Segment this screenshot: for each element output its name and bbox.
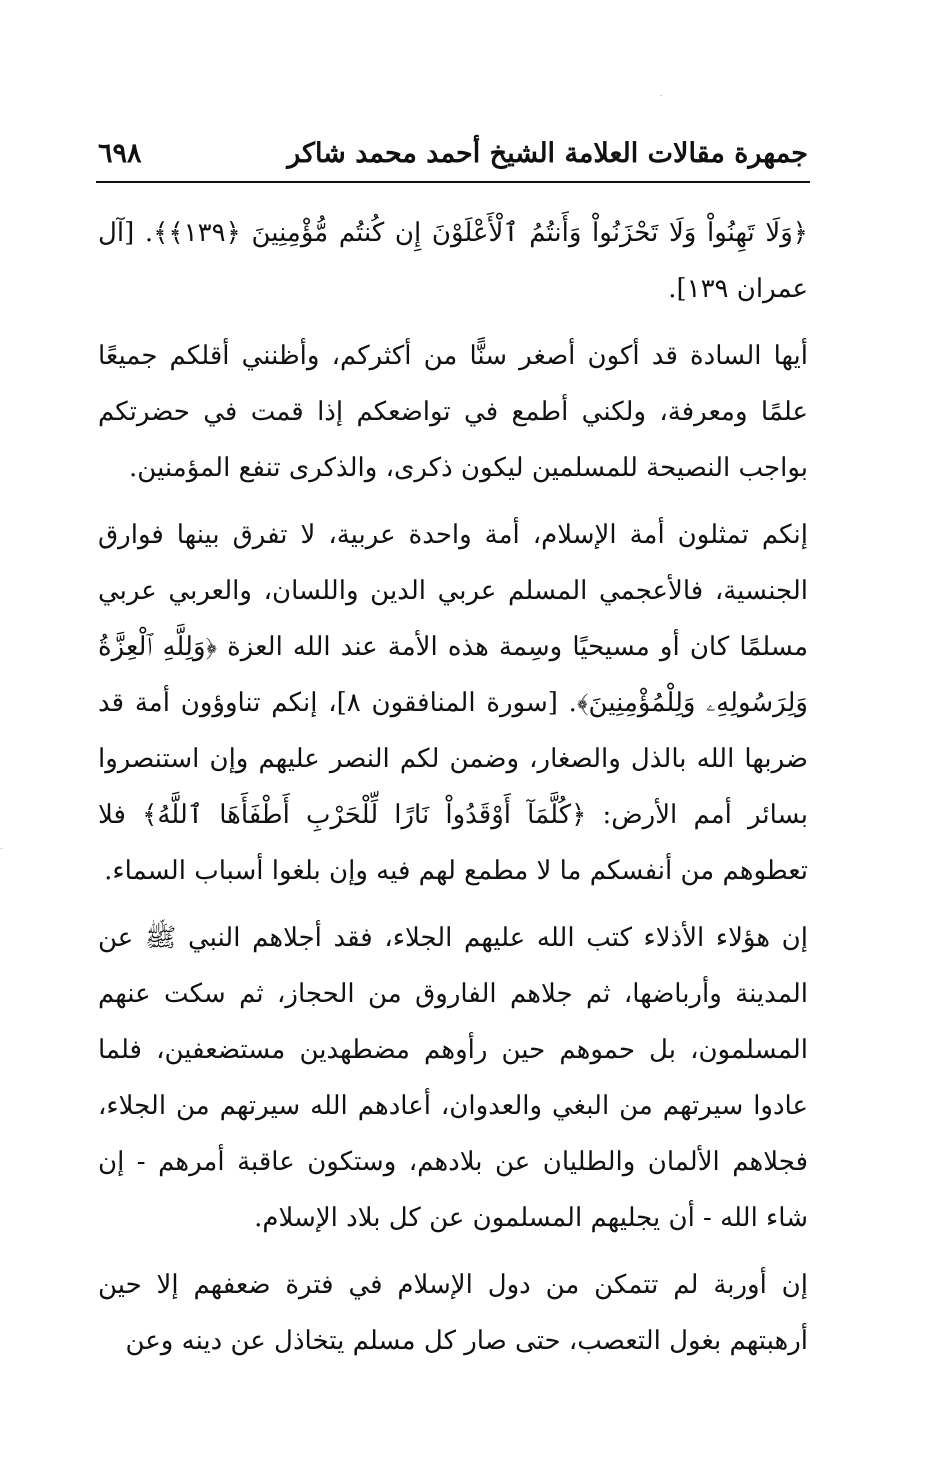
page-number: ٦٩٨ <box>98 138 142 169</box>
paragraph: إن هؤلاء الأذلاء كتب الله عليهم الجلاء، فقد أجلاهم النبي ﷺ عن المدينة وأرباضها، ثم جلاهم الفاروق من الحجاز، ثم سكت عنهم المسلمون، بل حموهم حين رأوهم مضطهدين مستضعفين، فلما عادوا سيرتهم من البغي والعدوان، أعادهم الله سيرتهم من الجلاء، فجلاهم الألمان والطليان عن بلادهم، وستكون عاقبة أمرهم - إن شاء الله - أن يجليهم المسلمون عن كل بلاد الإسلام. <box>98 923 808 1233</box>
header-rule <box>96 181 810 183</box>
scan-speck <box>0 848 3 849</box>
running-header <box>98 138 808 178</box>
scan-speck <box>660 95 662 96</box>
paragraph: إنكم تمثلون أمة الإسلام، أمة واحدة عربية، لا تفرق بينها فوارق الجنسية، فالأعجمي المسلم عربي الدين واللسان، والعربي عربي مسلمًا كان أو مسيحيًا وسِمة هذه الأمة عند الله العزة ﴿وَلِلَّهِ ٱلْعِزَّةُ وَلِرَسُولِهِۦ وَلِلْمُؤْمِنِينَ﴾. [سورة المنافقون ٨]، إنكم تناوؤون أمة قد ضربها الله بالذل والصغار، وضمن لكم النصر عليهم وإن استنصروا بسائر أمم الأرض: ﴿كُلَّمَآ أَوْقَدُواْ نَارًا لِّلْحَرْبِ أَطْفَأَهَا ٱللَّهُ﴾ فلا تعطوهم من أنفسكم ما لا مطمع لهم فيه وإن بلغوا أسباب السماء. <box>98 520 808 886</box>
paragraph: إن أوربة لم تتمكن من دول الإسلام في فترة ضعفهم إلا حين أرهبتهم بغول التعصب، حتى صار كل مسلم يتخاذل عن دينه وعن <box>98 1270 808 1356</box>
paragraph: أيها السادة قد أكون أصغر سنًّا من أكثركم، وأظنني أقلكم جميعًا علمًا ومعرفة، ولكني أطمع في تواضعكم إذا قمت في حضرتكم بواجب النصيحة للمسلمين ليكون ذكرى، والذكرى تنفع المؤمنين. <box>98 341 808 483</box>
page-body <box>98 205 808 1380</box>
quran-verse-paragraph: ﴿وَلَا تَهِنُواْ وَلَا تَحْزَنُواْ وَأَنتُمُ ٱلْأَعْلَوْنَ إِن كُنتُم مُّؤْمِنِينَ ﴿١٣٩﴾﴾. [آل عمران ١٣٩]. <box>98 218 808 304</box>
book-title: جمهرة مقالات العلامة الشيخ أحمد محمد شاكر <box>287 138 808 169</box>
